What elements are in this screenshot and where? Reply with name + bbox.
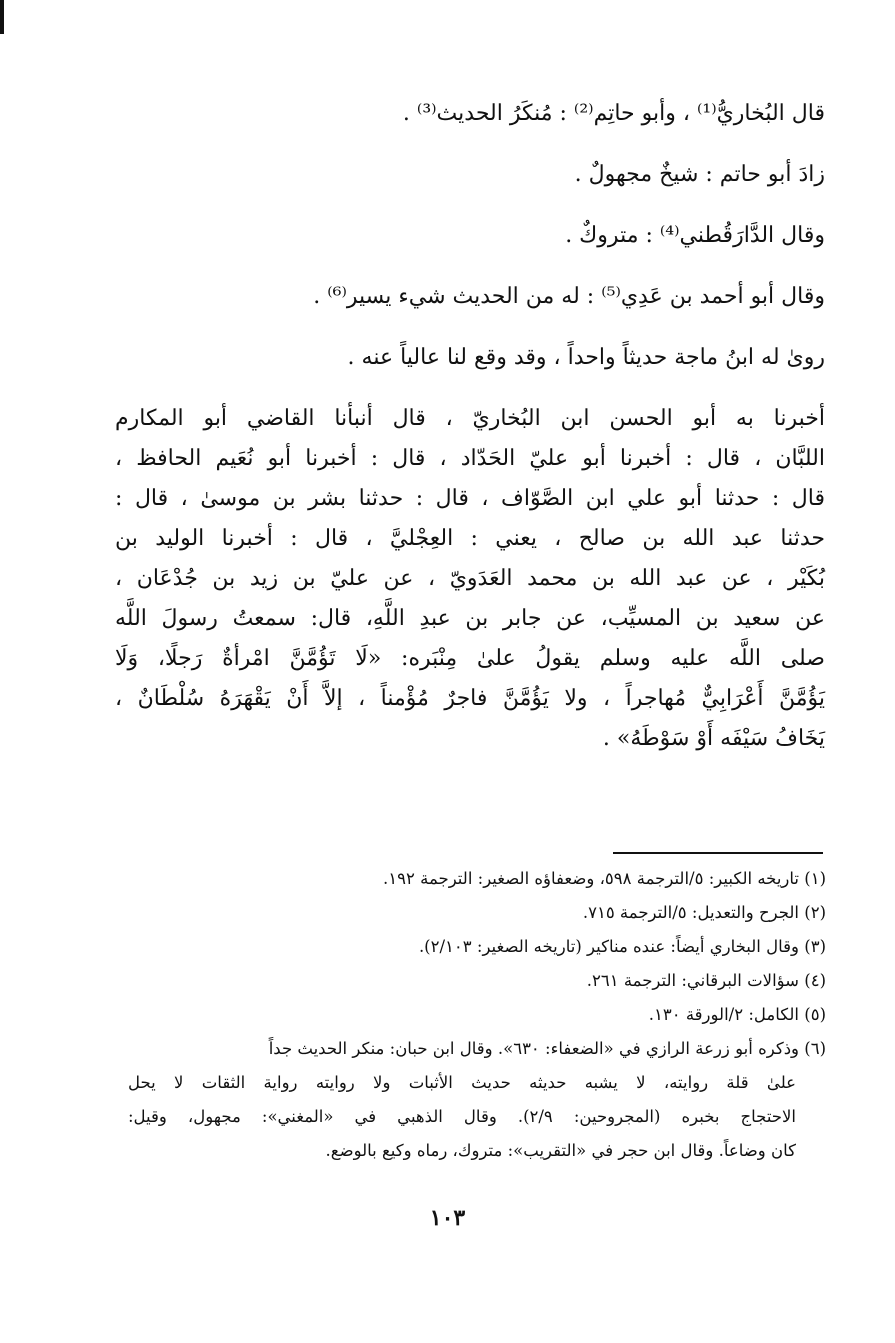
- text-line: زادَ أبو حاتم : شيخٌ مجهولٌ .: [574, 162, 825, 187]
- footnotes: [128, 862, 826, 1168]
- footnote-1: (١) تاريخه الكبير: ٥/الترجمة ٥٩٨، وضعفاؤه الصغير: الترجمة ١٩٢.: [383, 869, 826, 888]
- text-line: وقال الدَّارَقُطني⁽⁴⁾ : متروكٌ .: [565, 223, 825, 248]
- footnote-6-continuation: [128, 1066, 826, 1168]
- page-number: ١٠٣: [429, 1205, 466, 1231]
- text-line: أخبرنا به أبو الحسن ابن البُخاريّ ، قال أنبأنا القاضي أبو المكارم: [115, 406, 825, 431]
- text-line: عن سعيد بن المسيِّب، عن جابر بن عبدِ اللَّهِ، قال: سمعتُ رسولَ اللَّه: [115, 606, 825, 631]
- isnad-paragraph: [115, 399, 825, 719]
- footnote-separator: [613, 852, 823, 854]
- text-line: يَؤُمَّنَّ أَعْرَابِيٌّ مُهاجراً ، ولا يَؤُمَّنَّ فاجرٌ مُؤْمناً ، إلاَّ أَنْ يَقْهَرَهُ سُلْطَانٌ ،: [115, 686, 825, 711]
- text-line: حدثنا عبد الله بن صالح ، يعني : العِجْليَّ ، قال : أخبرنا الوليد بن: [115, 526, 825, 551]
- text-line: صلى اللَّه عليه وسلم يقولُ علىٰ مِنْبَره: «لَا تَؤُمَّنَّ امْرأةٌ رَجلًا، وَلَا: [115, 646, 825, 671]
- text-line: روىٰ له ابنُ ماجة حديثاً واحداً ، وقد وقع لنا عالياً عنه .: [347, 345, 825, 370]
- footnote-5: (٥) الكامل: ٢/الورقة ١٣٠.: [648, 1005, 826, 1024]
- text-line: قال البُخاريُّ⁽¹⁾ ، وأبو حاتِم⁽²⁾ : مُنكَرُ الحديث⁽³⁾ .: [402, 101, 825, 126]
- text-line: اللبَّان ، قال : أخبرنا أبو عليّ الحَدّاد ، قال : أخبرنا أبو نُعَيم الحافظ ،: [115, 446, 825, 471]
- text-line: وقال أبو أحمد بن عَدِي⁽⁵⁾ : له من الحديث شيء يسير⁽⁶⁾ .: [313, 284, 825, 309]
- footnote-line: علىٰ قلة روايته، لا يشبه حديثه حديث الأثبات ولا روايته رواية الثقات لا يحل: [128, 1073, 796, 1092]
- page-edge-mark: [0, 0, 4, 34]
- main-text: [115, 94, 825, 759]
- text-line: بُكَيْر ، عن عبد الله بن محمد العَدَويّ ، عن عليّ بن زيد بن جُدْعَان ،: [115, 566, 825, 591]
- text-line: يَخَافُ سَيْفَه أَوْ سَوْطَهُ» .: [602, 726, 825, 751]
- footnote-line: كان وضاعاً. وقال ابن حجر في «التقريب»: متروك، رماه وكيع بالوضع.: [325, 1141, 796, 1160]
- footnote-4: (٤) سؤالات البرقاني: الترجمة ٢٦١.: [586, 971, 826, 990]
- text-line: قال : حدثنا أبو علي ابن الصَّوّاف ، قال : حدثنا بشر بن موسىٰ ، قال :: [115, 486, 825, 511]
- footnote-2: (٢) الجرح والتعديل: ٥/الترجمة ٧١٥.: [582, 903, 826, 922]
- footnote-3: (٣) وقال البخاري أيضاً: عنده مناكير (تاريخه الصغير: ٢/١٠٣).: [418, 937, 826, 956]
- footnote-line: الاحتجاج بخبره (المجروحين: ٢/٩). وقال الذهبي في «المغني»: مجهول، وقيل:: [128, 1107, 796, 1126]
- footnote-6: (٦) وذكره أبو زرعة الرازي في «الضعفاء: ٦٣٠». وقال ابن حبان: منكر الحديث جداً: [268, 1039, 826, 1058]
